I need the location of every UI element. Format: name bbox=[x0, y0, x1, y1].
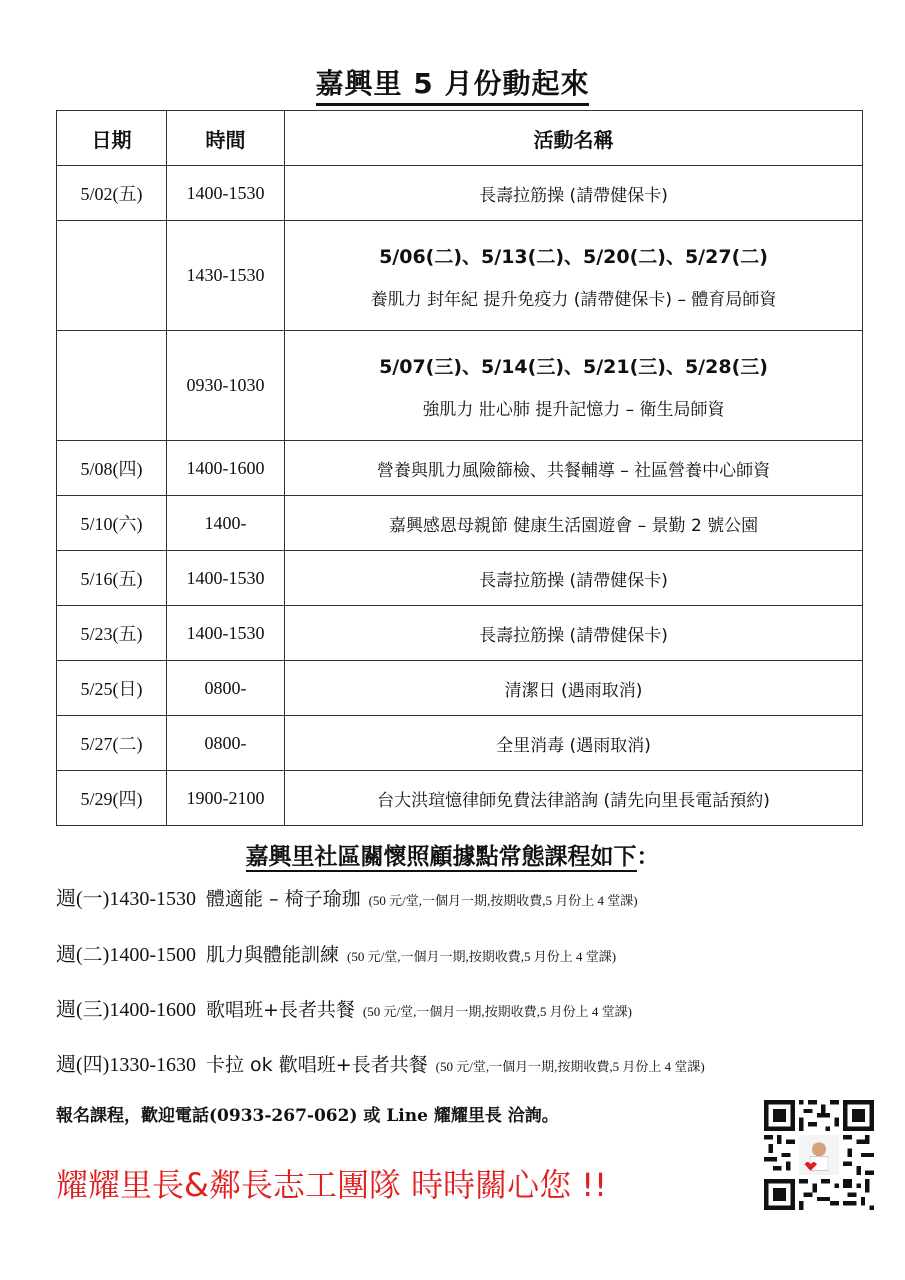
row-date: 5/08(四) bbox=[57, 441, 167, 496]
course-item bbox=[56, 882, 886, 911]
row-activity: 長壽拉筋操 (請帶健保卡) bbox=[285, 551, 863, 606]
table-row bbox=[57, 606, 863, 661]
row-time: 1400-1530 bbox=[167, 551, 285, 606]
table-row bbox=[57, 496, 863, 551]
course-item bbox=[56, 1048, 886, 1077]
course-day-time: 週(一)1430-1530 bbox=[56, 888, 196, 910]
row-date: 5/23(五) bbox=[57, 606, 167, 661]
table-row bbox=[57, 331, 863, 441]
course-note: (50 元/堂,一個月一期,按期收費,5 月份上 4 堂課) bbox=[368, 893, 638, 908]
row-date: 5/29(四) bbox=[57, 771, 167, 826]
course-note: (50 元/堂,一個月一期,按期收費,5 月份上 4 堂課) bbox=[435, 1059, 705, 1074]
contact-info: 報名課程，歡迎電話(0933-267-062) 或 Line 耀耀里長 洽詢。 bbox=[56, 1106, 559, 1126]
row-activity: 台大洪瑄憶律師免費法律諮詢 (請先向里長電話預約) bbox=[285, 771, 863, 826]
table-row bbox=[57, 771, 863, 826]
row-time: 0800- bbox=[167, 716, 285, 771]
schedule-table bbox=[56, 110, 863, 826]
qr-code-icon bbox=[764, 1100, 874, 1210]
table-row bbox=[57, 551, 863, 606]
row-date bbox=[57, 221, 167, 331]
row-date: 5/02(五) bbox=[57, 166, 167, 221]
row-date: 5/16(五) bbox=[57, 551, 167, 606]
courses-heading-text: 嘉興里社區關懷照顧據點常態課程如下 bbox=[245, 843, 637, 870]
course-name: 歌唱班+長者共餐 bbox=[205, 999, 355, 1021]
header-time: 時間 bbox=[167, 111, 285, 166]
page-title bbox=[0, 62, 905, 102]
course-day-time: 週(二)1400-1500 bbox=[56, 944, 196, 966]
courses-heading-colon: ： bbox=[636, 843, 660, 870]
row-activity: 強肌力 壯心肺 提升記憶力 – 衛生局師資 bbox=[422, 399, 725, 420]
header-activity: 活動名稱 bbox=[285, 111, 863, 166]
row-date: 5/25(日) bbox=[57, 661, 167, 716]
row-activity: 營養與肌力風險篩檢、共餐輔導 – 社區營養中心師資 bbox=[285, 441, 863, 496]
courses-heading bbox=[0, 838, 905, 871]
row-time: 1400-1600 bbox=[167, 441, 285, 496]
row-activity: 長壽拉筋操 (請帶健保卡) bbox=[285, 606, 863, 661]
row-time: 1400-1530 bbox=[167, 166, 285, 221]
course-note: (50 元/堂,一個月一期,按期收費,5 月份上 4 堂課) bbox=[362, 1004, 632, 1019]
table-row bbox=[57, 716, 863, 771]
course-item bbox=[56, 993, 886, 1022]
course-item bbox=[56, 938, 886, 967]
row-time: 0800- bbox=[167, 661, 285, 716]
row-activity: 嘉興感恩母親節 健康生活園遊會 – 景勤 2 號公園 bbox=[285, 496, 863, 551]
row-time: 0930-1030 bbox=[167, 331, 285, 441]
table-row bbox=[57, 166, 863, 221]
table-header-row bbox=[57, 111, 863, 166]
row-activity-multi bbox=[285, 331, 863, 441]
row-time: 1400-1530 bbox=[167, 606, 285, 661]
header-date: 日期 bbox=[57, 111, 167, 166]
course-day-time: 週(四)1330-1630 bbox=[56, 1054, 196, 1076]
table-row bbox=[57, 661, 863, 716]
course-note: (50 元/堂,一個月一期,按期收費,5 月份上 4 堂課) bbox=[347, 949, 617, 964]
row-date: 5/10(六) bbox=[57, 496, 167, 551]
course-name: 體適能 – 椅子瑜珈 bbox=[205, 888, 361, 910]
course-day-time: 週(三)1400-1600 bbox=[56, 999, 196, 1021]
row-session-dates: 5/07(三)、5/14(三)、5/21(三)、5/28(三) bbox=[379, 355, 768, 378]
slogan: 耀耀里長&鄰長志工團隊 時時關心您 !! bbox=[56, 1166, 607, 1204]
row-activity: 全里消毒 (遇雨取消) bbox=[285, 716, 863, 771]
row-activity-multi bbox=[285, 221, 863, 331]
table-row bbox=[57, 441, 863, 496]
page-title-text: 嘉興里 5 月份動起來 bbox=[316, 67, 590, 106]
row-activity: 養肌力 封年紀 提升免疫力 (請帶健保卡) – 體育局師資 bbox=[370, 289, 777, 310]
table-row bbox=[57, 221, 863, 331]
row-time: 1400- bbox=[167, 496, 285, 551]
row-time: 1900-2100 bbox=[167, 771, 285, 826]
row-activity: 長壽拉筋操 (請帶健保卡) bbox=[285, 166, 863, 221]
row-time: 1430-1530 bbox=[167, 221, 285, 331]
row-date bbox=[57, 331, 167, 441]
course-name: 卡拉 ok 歡唱班+長者共餐 bbox=[205, 1054, 428, 1076]
row-session-dates: 5/06(二)、5/13(二)、5/20(二)、5/27(二) bbox=[379, 245, 768, 268]
row-activity: 清潔日 (遇雨取消) bbox=[285, 661, 863, 716]
row-date: 5/27(二) bbox=[57, 716, 167, 771]
course-name: 肌力與體能訓練 bbox=[205, 944, 339, 966]
